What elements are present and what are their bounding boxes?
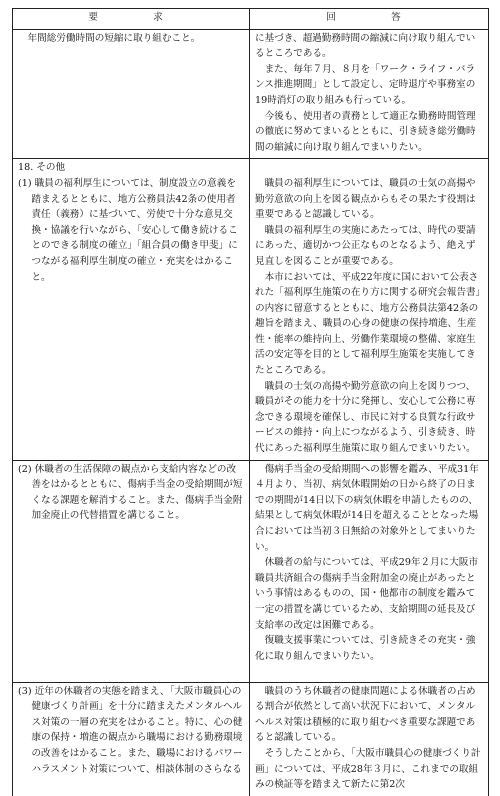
request-cell: [13, 682, 250, 796]
answer-text: そうしたことから、「大阪市職員心の健康づくり計画」については、平成28年３月に、これまでの取組みの検証等を踏まえて新たに第2次: [255, 748, 481, 791]
answer-cell: [250, 159, 489, 460]
answer-text: に基づき、超過勤務時間の縮減に向け取り組んでいるところである。: [255, 32, 476, 60]
request-cell: [13, 29, 250, 159]
answer-text: 職員のうち休職者の健康問題による休職者の占める割合が依然として高い状況下において、メンタルヘルス対策は積極的に取り組むべき重要な課題であると認識している。: [255, 685, 476, 744]
request-answer-table: [12, 8, 489, 796]
request-item: (3) 近年の休職者の実態を踏まえ、「大阪市職員心の健康づくり計画」を十分に踏まえたメンタルヘルス対策の一層の充実をはかること。特に、心の健康の保持・増進の観点から職場における勤務環境の改善をはかること。また、職場におけるパワーハラスメント対策について、相談体制のさらなる: [18, 685, 243, 775]
answer-text: 職員の福利厚生については、職員の士気の高揚や勤労意欲の向上を図る観点からもその果たす役割は重要であると認識している。: [255, 177, 476, 221]
answer-text: 休職者の給与については、平成29年２月に大阪市職員共済組合の傷病手当金附加金の廃止があったという事情はあるものの、国・他都市の制度を鑑みて一定の措置を講じているため、支給期間の延長及び支給率の改定は困難である。: [255, 557, 479, 631]
answer-text: 本市においては、平成22年度に国において公表された「福利厚生施策の在り方に関する研究会報告書」の内容に留意するとともに、地方公務員法第42条の趣旨を踏まえ、職員の心身の健康の保持増進、生産性・能率の維持向上、労働作業環境の整備、家庭生活の安定等を目的として福利厚生施策を実施してきたところである。: [255, 271, 481, 377]
answer-cell: [250, 29, 489, 159]
answer-text: 職員の士気の高揚や勤労意欲の向上を図りつつ、職員がその能力を十分に発揮し、安心して公務に専念できる環境を確保し、市民に対する良質な行政サービスの維持・向上につながるよう、引き続き、時代にあった福利厚生施策に取り組んでまいりたい。: [255, 380, 476, 455]
table-row: [13, 159, 489, 460]
header-answer: 回 答: [250, 9, 489, 30]
answer-cell: [250, 460, 489, 682]
table-row: [13, 460, 489, 682]
answer-text: 今後も、使用者の責務として適正な勤務時間管理の徹底に努めてまいるとともに、引き続き総労働時間の縮減に向け取り組んでまいりたい。: [255, 110, 476, 153]
answer-cell: [250, 682, 489, 796]
table-header-row: [13, 9, 489, 30]
section-title: 18. その他: [18, 162, 66, 174]
table-row: [13, 29, 489, 159]
request-item: (2) 休職者の生活保障の観点から支給内容などの改善をはかるとともに、傷病手当金の受給期間が短くなる課題を解消すること。また、傷病手当金附加金廃止の代替措置を講じること。: [18, 463, 243, 522]
request-cell: [13, 460, 250, 682]
header-request: 要 求: [13, 9, 250, 30]
answer-text: 復職支援事業については、引き続きその充実・強化に取り組んでまいりたい。: [255, 635, 476, 662]
answer-text: 職員の福利厚生の実施にあたっては、時代の要請にあった、適切かつ公正なものとなるよう、絶えず見直しを図ることが重要である。: [255, 224, 476, 267]
request-item: (1) 職員の福利厚生については、制度設立の意義を踏まえるとともに、地方公務員法42条の使用者責任（義務）に基づいて、労使で十分な意見交換・協議を行いながら、「安心して働き続けることのできる制度の確立」「組合員の働き甲斐」につながる福利厚生制度の確立・充実をはかること。: [18, 177, 238, 283]
table-row: [13, 682, 489, 796]
answer-text: また、毎年７月、８月を「ワーク・ライフ・バランス推進期間」として設定し、定時退庁や事務室の19時消灯の取り組みも行っている。: [255, 63, 476, 106]
answer-text: 傷病手当金の受給期間への影響を鑑み、平成31年４月より、当初、病気休暇開始の日から終了の日までの期間が14日以下の病気休暇を申請したものの、結果として病気休暇が14日を超えることとなった場合においては当初３日無給の対象外としてまいりたい。: [255, 463, 479, 553]
request-text: 年間総労働時間の短縮に取り組むこと。: [27, 32, 201, 44]
request-cell: [13, 159, 250, 460]
